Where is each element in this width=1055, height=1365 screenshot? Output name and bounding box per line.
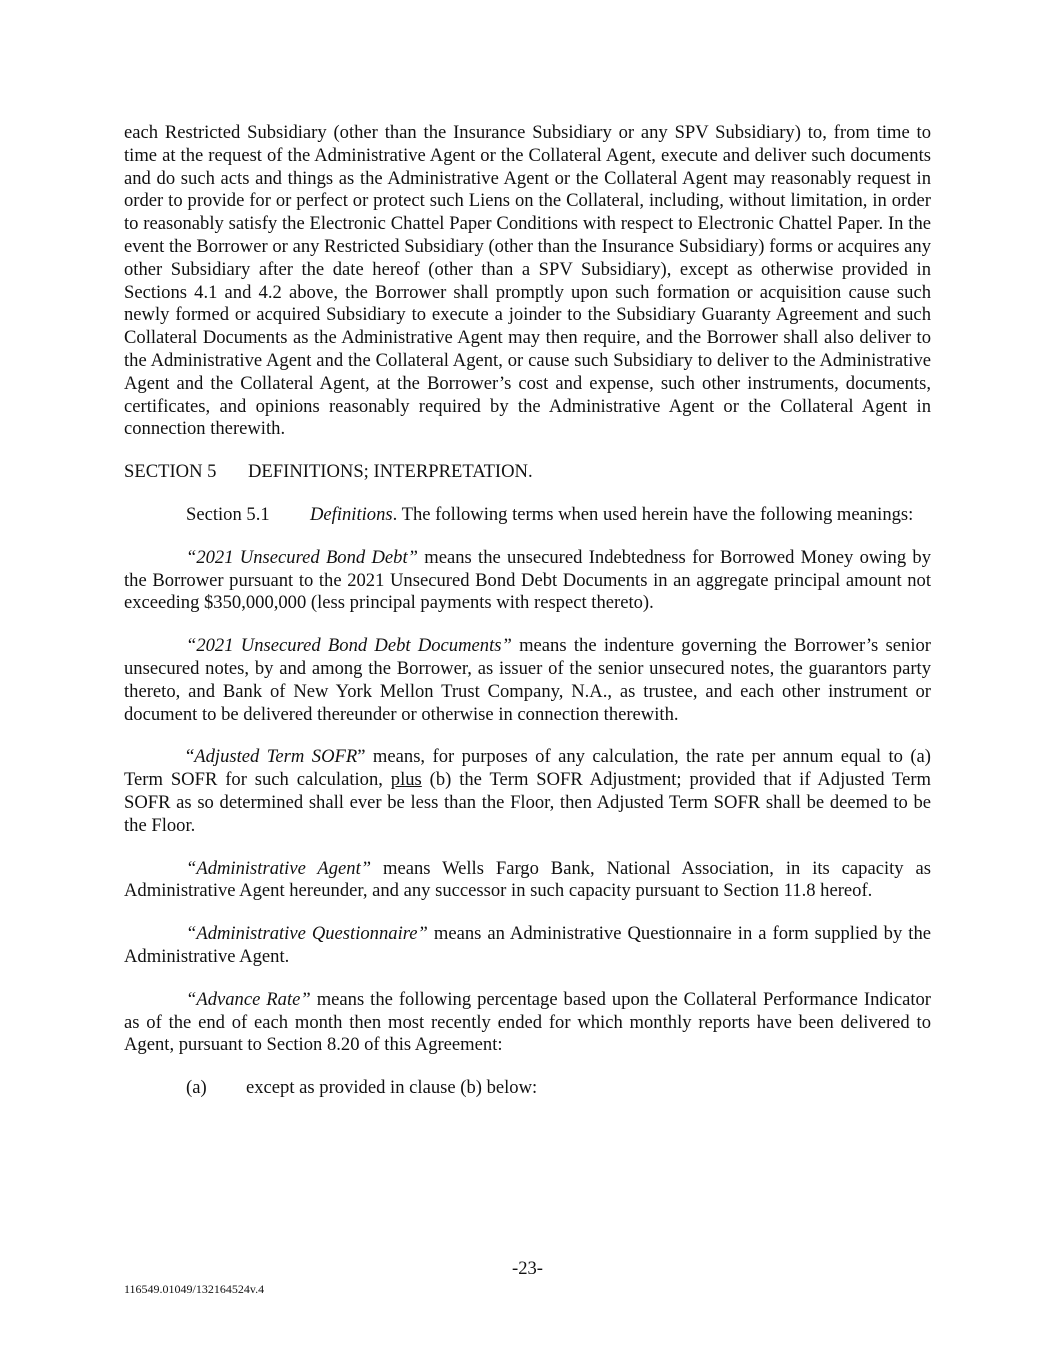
definition-2021-unsecured-bond-debt-documents: [124, 635, 931, 726]
document-body: [124, 122, 931, 1100]
intro-paragraph: each Restricted Subsidiary (other than the Insurance Subsidiary or any SPV Subsidiary) to, from time to time at the request of the Administrative Agent or the Collateral Agent, execute and deliver such documents and do such acts and things as the Administrative Agent or the Collateral Agent may reasonably request in order to provide for or perfect or protect such Liens on the Collateral, including, without limitation, in order to reasonably satisfy the Electronic Chattel Paper Conditions with respect to Electronic Chattel Paper. In the event the Borrower or any Restricted Subsidiary (other than the Insurance Subsidiary) forms or acquires any other Subsidiary after the date hereof (other than a SPV Subsidiary), except as otherwise provided in Sections 4.1 and 4.2 above, the Borrower shall promptly upon such formation or acquisition cause such newly formed or acquired Subsidiary to execute a joinder to the Subsidiary Guaranty Agreement and such Collateral Documents as the Administrative Agent may then require, and the Borrower shall also deliver to the Administrative Agent and the Collateral Agent, or cause such Subsidiary to deliver to the Administrative Agent and the Collateral Agent, at the Borrower’s cost and expense, such other instruments, documents, certificates, and opinions reasonably required by the Administrative Agent or the Collateral Agent in connection therewith.: [124, 122, 931, 440]
open-quote: “: [186, 746, 195, 768]
definition-text: means an Administrative Questionnaire in a form supplied by the Administrative Agent.: [124, 923, 931, 967]
page-number: -23-: [512, 1258, 543, 1279]
underlined-word: plus: [390, 769, 422, 791]
close-quote: ”: [357, 746, 366, 768]
defined-term: “Administrative Questionnaire”: [186, 923, 428, 945]
subsection-heading: [124, 504, 931, 527]
clause-text: except as provided in clause (b) below:: [246, 1077, 538, 1099]
definition-text: means the following percentage based upon the Collateral Performance Indicator as of the end of each month then most recently ended for which monthly reports have been delivered to Agent, pursuant to Section 8.20 of this Agreement:: [124, 988, 931, 1056]
section-heading: [124, 461, 931, 484]
definition-advance-rate: [124, 989, 931, 1057]
definition-text: means, for purposes of any calculation, the rate per annum equal to (a) Term SOFR for such calculation,: [124, 746, 931, 791]
definition-2021-unsecured-bond-debt: [124, 547, 931, 615]
section-title: DEFINITIONS; INTERPRETATION.: [248, 461, 533, 483]
defined-term: “Administrative Agent”: [186, 857, 372, 879]
clause-label: (a): [186, 1077, 207, 1099]
section-number: SECTION 5: [124, 461, 217, 483]
clause-a: [124, 1077, 931, 1100]
subsection-text: The following terms when used herein have the following meanings:: [397, 503, 914, 525]
defined-term: “Advance Rate”: [186, 988, 311, 1010]
definition-adjusted-term-sofr: [124, 746, 931, 837]
definition-text-continued: (b) the Term SOFR Adjustment; provided that if Adjusted Term SOFR as so determined shall ever be less than the Floor, then Adjusted Term SOFR shall be deemed to be the Floor.: [124, 769, 931, 836]
subsection-number: Section 5.1: [186, 503, 270, 525]
subsection-title: Definitions: [310, 503, 393, 525]
definition-administrative-agent: [124, 858, 931, 904]
subsection-period: .: [392, 503, 398, 525]
document-id: 116549.01049/132164524v.4: [124, 1282, 265, 1296]
defined-term: “2021 Unsecured Bond Debt Documents”: [186, 635, 512, 657]
definition-text: means the indenture governing the Borrower’s senior unsecured notes, by and among the Borrower, as issuer of the senior unsecured notes, the guarantors party thereto, and Bank of New York Mellon Trust Company, N.A., as trustee, and each other instrument or document to be delivered thereunder or otherwise in connection therewith.: [124, 635, 931, 725]
definition-text: means Wells Fargo Bank, National Association, in its capacity as Administrative Agent hereunder, and any successor in such capacity pursuant to Section 11.8 hereof.: [124, 857, 931, 902]
defined-term: “2021 Unsecured Bond Debt”: [186, 546, 418, 568]
definition-administrative-questionnaire: [124, 923, 931, 969]
defined-term: Adjusted Term SOFR: [194, 746, 358, 768]
definition-text: means the unsecured Indebtedness for Borrowed Money owing by the Borrower pursuant to the 2021 Unsecured Bond Debt Documents in an aggregate principal amount not exceeding $350,000,000 (less principal payments with respect thereto).: [124, 546, 931, 614]
